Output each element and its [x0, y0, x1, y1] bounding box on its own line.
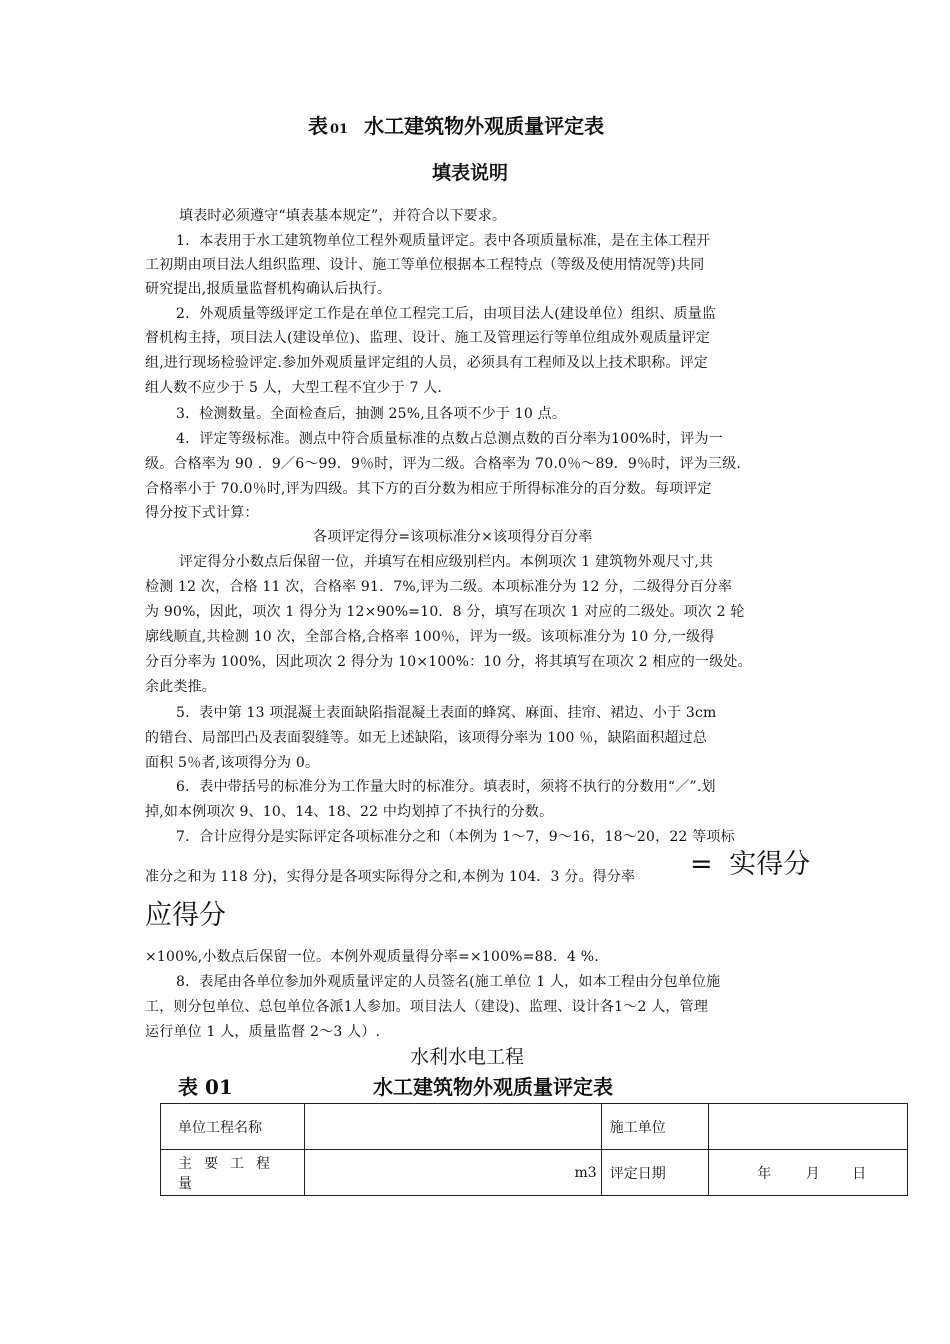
title-number: 01 — [330, 122, 349, 137]
date-field[interactable] — [709, 1150, 908, 1196]
text-line: 合格率小于 70.0％时,评为四级。其下方的百分数为相应于所得标准分的百分数。每项评定 — [145, 481, 712, 497]
text-line: 评定得分小数点后保留一位，并填写在相应级别栏内。本例项次 1 建筑物外观尺寸,共 — [179, 554, 714, 570]
text-line: 检测 12 次，合格 11 次，合格率 91．7%,评为二级。本项标准分为 12 分，二级得分百分率 — [145, 579, 733, 595]
table-row — [161, 1104, 908, 1150]
formula-equals: = — [690, 849, 713, 880]
quantity-field[interactable] — [305, 1150, 601, 1196]
text-line: 3．检测数量。全面检查后，抽测 25%,且各项不少于 10 点。 — [176, 406, 567, 422]
date-label: 评定日期 — [601, 1150, 709, 1196]
text-line: 工初期由项目法人组织监理、设计、施工等单位根据本工程特点（等级及使用情况等)共同 — [145, 257, 705, 273]
text-line: 7．合计应得分是实际评定各项标准分之和（本例为 1～7，9～16，18～20，22 等项标 — [176, 829, 735, 845]
text-line: 4．评定等级标准。测点中符合质量标准的点数占总测点数的百分率为100%时，评为一 — [176, 431, 723, 447]
form-table-number: 表 01 — [178, 1075, 233, 1099]
text-line: 1．本表用于水工建筑物单位工程外观质量评定。表中各项质量标准，是在主体工程开 — [176, 233, 711, 249]
date-year: 年 — [757, 1165, 772, 1182]
date-month: 月 — [805, 1165, 820, 1182]
text-line: 掉,如本例项次 9、10、14、18、22 中均划掉了不执行的分数。 — [145, 804, 554, 820]
text-line: 级。合格率为 90 ．9／6～99．9％时，评为二级。合格率为 70.0％～89．9％时，评为三级. — [145, 456, 742, 472]
text-line: 为 90%，因此，项次 1 得分为 12×90%=10．8 分，填写在项次 1 对应的二级处。项次 2 轮 — [145, 604, 745, 620]
text-line: 面积 5％者,该项得分为 0。 — [145, 755, 320, 771]
date-day: 日 — [852, 1165, 867, 1182]
quantity-label: 主要工程量 — [161, 1150, 305, 1196]
formula-numerator-text: 实得分 — [729, 849, 811, 880]
text-line: 组人数不应少于 5 人，大型工程不宜少于 7 人. — [145, 380, 443, 396]
unit-name-field[interactable] — [305, 1104, 601, 1150]
formula-line: 各项评定得分=该项标准分×该项得分百分率 — [313, 529, 593, 545]
text-line: 填表时必须遵守“填表基本规定”，并符合以下要求。 — [179, 208, 507, 224]
text-line: 廓线顺直,共检测 10 次，全部合格,合格率 100％，评为一级。该项标准分为 10 分,一级得 — [145, 629, 715, 645]
text-line: 的错台、局部凹凸及表面裂缝等。如无上述缺陷，该项得分率为 100 ％，缺陷面积超过总 — [145, 730, 708, 746]
text-line: 研究提出,报质量监督机构确认后执行。 — [145, 281, 392, 297]
form-category: 水利水电工程 — [410, 1046, 525, 1068]
title-main: 水工建筑物外观质量评定表 — [364, 114, 605, 138]
text-line: 组,进行现场检验评定.参加外观质量评定组的人员，必须具有工程师及以上技术职称。评定 — [145, 355, 709, 371]
table-row — [161, 1150, 908, 1196]
text-line: ×100%,小数点后保留一位。本例外观质量得分率=×100%=88．4 %. — [145, 949, 599, 965]
text-line: 运行单位 1 人，质量监督 2～3 人）. — [145, 1024, 381, 1040]
text-line: 5．表中第 13 项混凝土表面缺陷指混凝土表面的蜂窝、麻面、挂帘、裙边、小于 3cm — [176, 705, 717, 721]
text-line: 余此类推。 — [145, 679, 216, 695]
text-line: 2．外观质量等级评定工作是在单位工程完工后，由项目法人(建设单位）组织、质量监 — [176, 306, 717, 322]
formula-denominator: 应得分 — [145, 900, 226, 931]
text-line: 分百分率为 100%，因此项次 2 得分为 10×100%：10 分，将其填写在项次 2 相应的一级处。 — [145, 654, 752, 670]
contractor-label: 施工单位 — [601, 1104, 709, 1150]
instructions-heading: 填表说明 — [432, 162, 509, 184]
title-prefix: 表 — [308, 114, 328, 138]
contractor-field[interactable] — [709, 1104, 908, 1150]
formula-numerator — [690, 842, 810, 881]
text-line: 准分之和为 118 分)，实得分是各项实际得分之和,本例为 104．3 分。得分率 — [145, 869, 636, 885]
text-line: 工，则分包单位、总包单位各派1人参加。项目法人（建设)、监理、设计各1～2 人，管理 — [145, 999, 709, 1015]
quantity-unit: m3 — [574, 1164, 597, 1181]
text-line: 8．表尾由各单位参加外观质量评定的人员签名(施工单位 1 人，如本工程由分包单位施 — [176, 974, 721, 990]
text-line: 得分按下式计算： — [145, 505, 259, 521]
document-title — [308, 110, 604, 139]
evaluation-form-table — [160, 1103, 908, 1196]
form-table-title: 水工建筑物外观质量评定表 — [373, 1075, 613, 1099]
text-line: 6．表中带括号的标准分为工作量大时的标准分。填表时，须将不执行的分数用“／”.划 — [176, 779, 716, 795]
text-line: 督机构主持，项目法人(建设单位)、监理、设计、施工及管理运行等单位组成外观质量评定 — [145, 330, 711, 346]
unit-name-label: 单位工程名称 — [161, 1104, 305, 1150]
